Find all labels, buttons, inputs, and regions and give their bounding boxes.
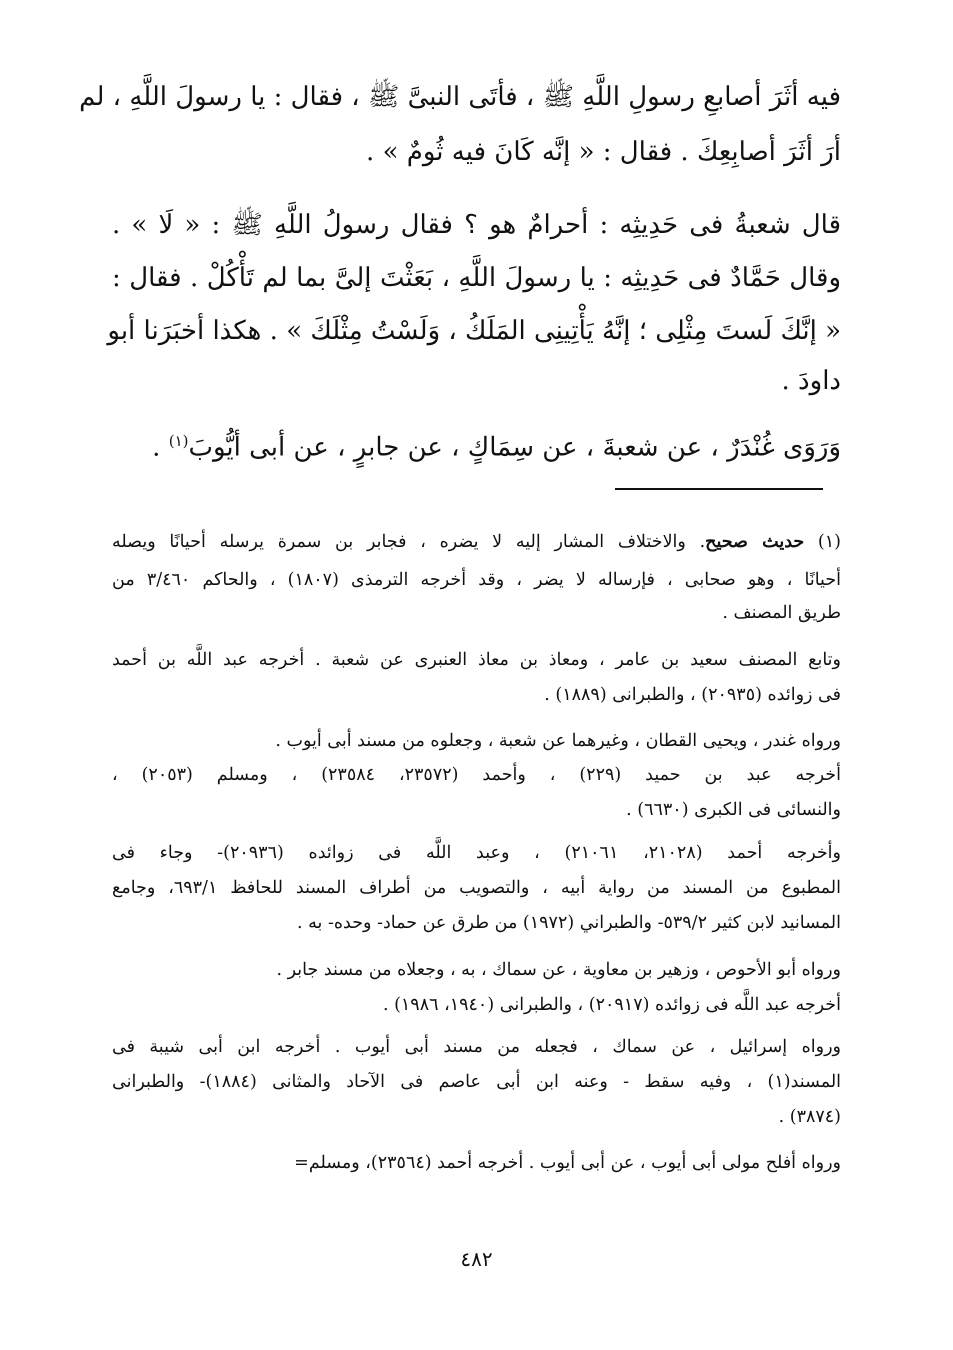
footnote-ref: (١) (804, 532, 841, 552)
footnote-marker: (١) (168, 432, 189, 450)
main-text-line: « إنَّكَ لَستَ مِثْلِى ؛ إنَّهُ يَأْتِينِى المَلَكُ ، وَلَسْتُ مِثْلَكَ » . هكذا أخبَرَنا أبو (107, 316, 841, 346)
footnote-segment: . والاختلاف المشار إليه لا يضره ، فجابر بن سمرة يرسله أحيانًا ويصله (112, 532, 706, 552)
main-text-line: أرَ أثَرَ أصابِعِكَ . فقال : « إنَّه كَانَ فيه ثُومٌ » . (366, 137, 841, 167)
footnote-line: المسانيد لابن كثير ٥٣٩/٢- والطبراني (١٩٧٢) من طرق عن حماد- وحده- به . (297, 913, 841, 933)
footnote-line: وتابع المصنف سعيد بن عامر ، ومعاذ بن معاذ العنبرى عن شعبة . أخرجه عبد اللَّه بن أحمد (112, 650, 841, 670)
footnote-separator (615, 488, 823, 490)
main-text-line: وقال حَمَّادٌ فى حَدِيثِه : يا رسولَ اللَّهِ ، بَعَثْتَ إلىَّ بما لم تَأْكُلْ . فقال : (112, 263, 841, 293)
footnote-line: المطبوع من المسند من رواية أبيه ، والتصويب من أطراف المسند للحافظ ٦٩٣/١، وجامع (112, 878, 841, 898)
footnote-line (112, 532, 841, 552)
main-text-line (112, 432, 841, 463)
footnote-line: فى زوائده (٢٠٩٣٥) ، والطبرانى (١٨٨٩) . (544, 685, 841, 705)
page-number: ٤٨٢ (460, 1247, 493, 1271)
footnote-line: ورواه أبو الأحوص ، وزهير بن معاوية ، عن سماك ، به ، وجعلاه من مسند جابر . (276, 960, 841, 980)
footnote-line: وأخرجه أحمد (٢١٠٢٨، ٢١٠٦١) ، وعبد اللَّه فى زوائده (٢٠٩٣٦)- وجاء فى (112, 843, 841, 863)
footnote-line: أحيانًا ، وهو صحابى ، فإرساله لا يضر ، وقد أخرجه الترمذى (١٨٠٧) ، والحاكم ٣/٤٦٠ من (112, 570, 841, 590)
footnote-grade: حديث صحيح (705, 532, 805, 552)
footnote-line: أخرجه عبد اللَّه فى زوائده (٢٠٩١٧) ، والطبرانى (١٩٤٠، ١٩٨٦) . (382, 995, 841, 1015)
main-text-line: داودَ . (781, 366, 841, 396)
main-text-line: فيه أثَرَ أصابعِ رسولِ اللَّهِ ﷺ ، فأتَى النبىَّ ﷺ ، فقال : يا رسولَ اللَّهِ ، لم (79, 82, 841, 112)
footnote-line: ورواه غندر ، ويحيى القطان ، وغيرهما عن شعبة ، وجعلوه من مسند أبى أيوب . (275, 731, 841, 751)
footnote-line: ورواه أفلح مولى أبى أيوب ، عن أبى أيوب . أخرجه أحمد (٢٣٥٦٤)، ومسلم= (294, 1153, 841, 1173)
footnote-line: أخرجه عبد بن حميد (٢٢٩) ، وأحمد (٢٣٥٧٢، ٢٣٥٨٤) ، ومسلم (٢٠٥٣) ، (112, 765, 841, 785)
footnote-line: طريق المصنف . (722, 603, 841, 623)
main-text-segment: . (152, 432, 169, 463)
footnote-line: ورواه إسرائيل ، عن سماك ، فجعله من مسند أبى أيوب . أخرجه ابن أبى شيبة فى (112, 1037, 841, 1057)
main-text-segment: وَرَوَى غُنْدَرٌ ، عن شعبةَ ، عن سِمَاكٍ ، عن جابرٍ ، عن أبى أيُّوبَ (188, 432, 841, 463)
footnote-line: المسند(١) ، وفيه سقط - وعنه ابن أبى عاصم فى الآحاد والمثانى (١٨٨٤)- والطبرانى (112, 1072, 842, 1092)
main-text-line: قال شعبةُ فى حَدِيثِه : أحرامٌ هو ؟ فقال رسولُ اللَّهِ ﷺ : « لَا » . (112, 210, 841, 240)
footnote-line: والنسائى فى الكبرى (٦٦٣٠) . (626, 800, 841, 820)
footnote-line: (٣٨٧٤) . (778, 1107, 841, 1127)
